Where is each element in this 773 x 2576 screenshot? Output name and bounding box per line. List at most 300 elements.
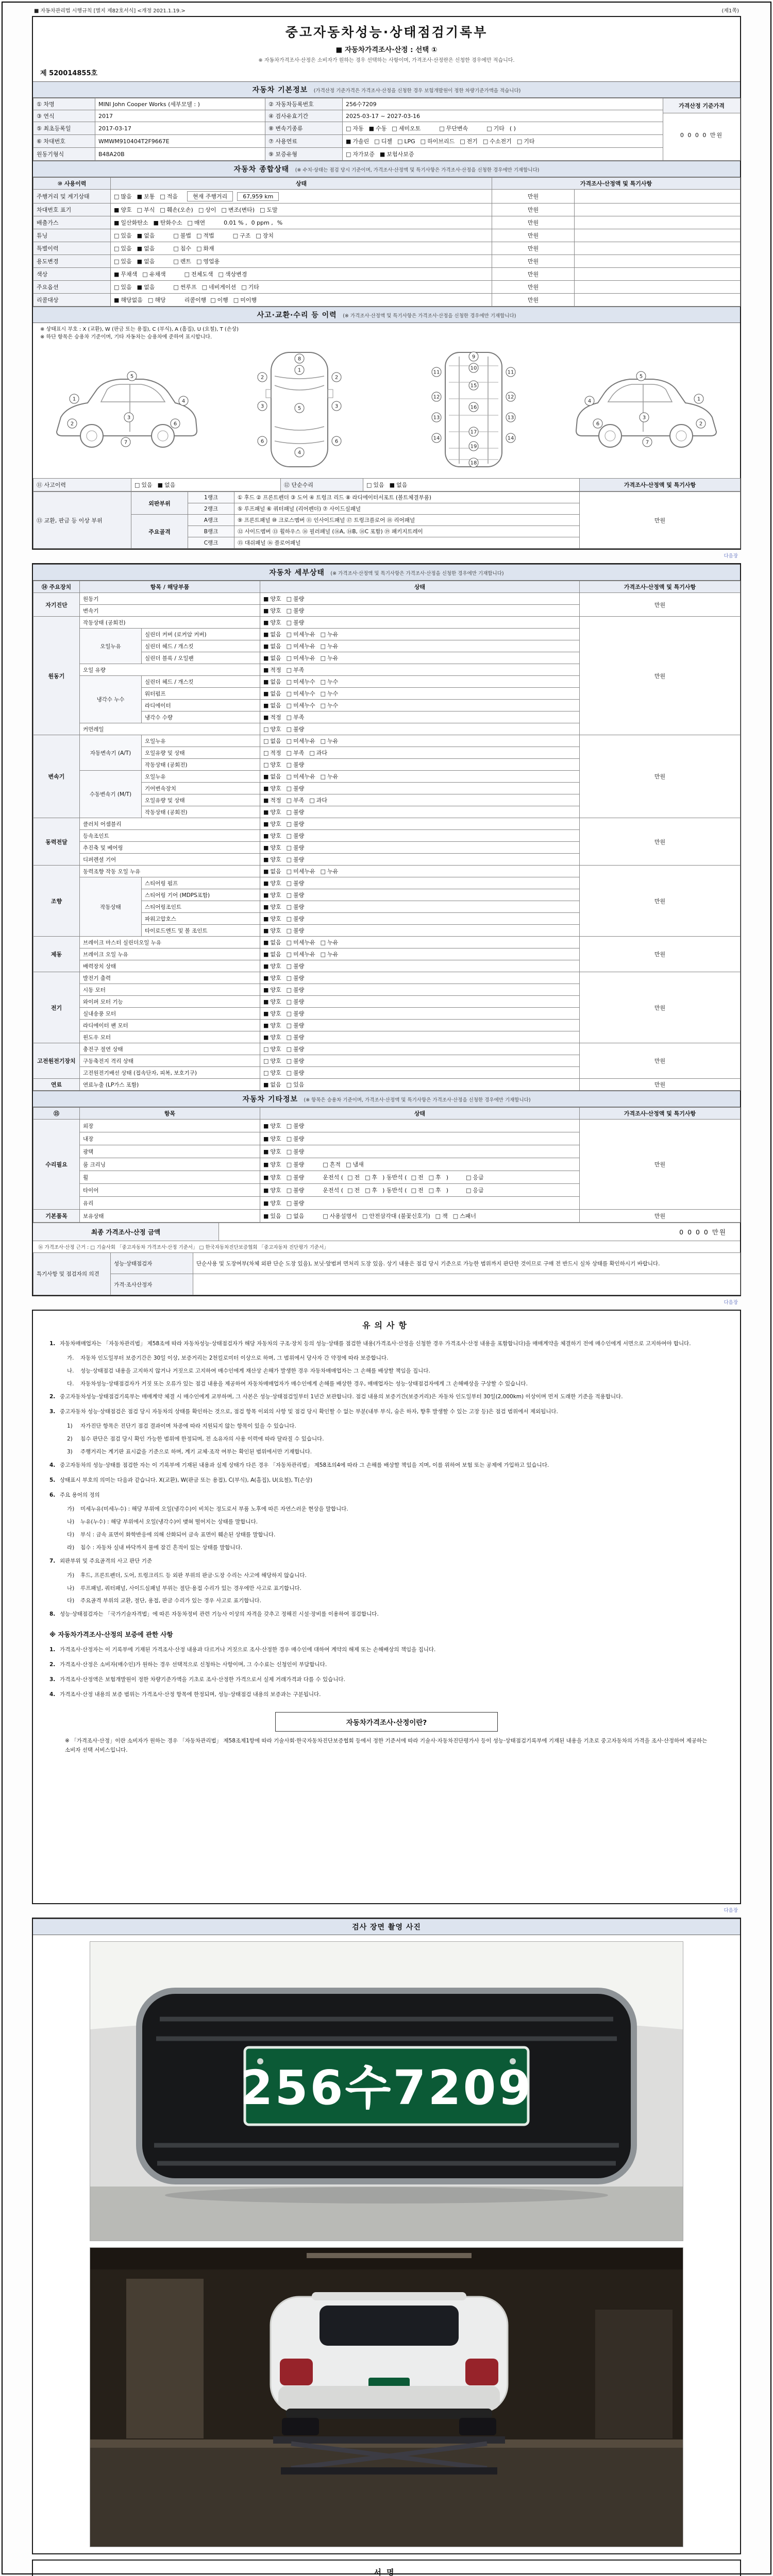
usage-item-label: 특별이력: [33, 242, 111, 255]
notice-sub-number: 나): [67, 1585, 75, 1591]
device-status: [260, 1158, 580, 1171]
checkbox-glyph: ■: [263, 1081, 269, 1088]
price-cell: 만원: [492, 268, 575, 281]
usage-item-label: 리콜대상: [33, 294, 111, 307]
checkbox-unchecked: [287, 1009, 305, 1018]
checkbox-label: 누수: [327, 690, 339, 697]
checkbox-label: 적정: [270, 797, 281, 804]
price-note-header-cell: 가격조사·산정액 및 특기사항: [580, 479, 741, 492]
checkbox-label: 불량: [293, 607, 305, 614]
notice-sub-text: 주요골격 부위의 교환, 절단, 용접, 판금 수리가 있는 경우 사고로 표기합니다.: [80, 1598, 262, 1604]
usage-history-row: [33, 242, 741, 255]
checkbox-glyph: □: [346, 125, 351, 132]
checkbox-label: 후: [372, 1187, 378, 1194]
checkbox-checked: [263, 713, 281, 721]
checkbox-glyph: □: [232, 232, 239, 239]
checkbox-label: 후: [435, 1187, 441, 1194]
checkbox-glyph: □: [286, 714, 292, 721]
notice-sub-text: 부식 : 금속 표면이 화학반응에 의해 산화되어 금속 표면이 훼손된 상태를 말합니다.: [80, 1532, 276, 1538]
panel-rank: 1랭크: [188, 492, 234, 503]
usage-item-label: 용도변경: [33, 255, 111, 268]
checkbox-glyph: ■: [346, 138, 351, 145]
checkbox-unchecked: [287, 832, 305, 840]
device-item-label: 오일유량 및 상태: [142, 794, 260, 806]
checkbox-checked: [263, 784, 281, 792]
checkbox-label: 불량: [293, 1058, 305, 1064]
usage-history-row: [33, 190, 741, 204]
device-item-label: 작동상태 (공회전): [142, 759, 260, 771]
checkbox-glyph: □: [286, 619, 292, 626]
vehicle-basis-note: ※ 하단 항목은 승용차 기준이며, 기타 자동차는 승용차에 준하여 표시합니다.: [40, 334, 212, 340]
photos-title: 검사 장면 촬영 사진: [352, 1923, 421, 1931]
device-item-label: 실린더 헤드 / 개스킷: [142, 676, 260, 688]
checkbox-label: 전: [354, 1174, 360, 1181]
checkbox-unchecked: [421, 137, 455, 145]
other-price-header: 가격조사·산정액 및 특기사항: [580, 1108, 741, 1120]
checkbox-glyph: ■: [263, 797, 269, 804]
checkbox-checked: [263, 808, 281, 816]
checkbox-label: 부족: [293, 797, 305, 804]
device-status: [260, 593, 580, 605]
notice-sub-number: 다): [67, 1598, 75, 1604]
device-item-label: 고전원전기배선 상태 (접속단자, 피복, 보호기구): [80, 1067, 260, 1079]
notice-sub-number: 가): [67, 1572, 75, 1579]
device-item-label: 클러치 어셈블리: [80, 818, 260, 830]
checkbox-unchecked: [287, 737, 315, 745]
checkbox-unchecked: [347, 1173, 360, 1181]
checkbox-glyph: □: [142, 271, 148, 278]
checkbox-unchecked: [263, 760, 281, 769]
checkbox-glyph: □: [286, 726, 292, 733]
device-item-label: 배력장치 상태: [80, 960, 260, 972]
checkbox-unchecked: [196, 231, 214, 240]
usage-item-label: 색상: [33, 268, 111, 281]
svg-text:13: 13: [507, 415, 514, 421]
device-status: [260, 984, 580, 996]
checkbox-glyph: ■: [263, 1161, 269, 1168]
checkbox-glyph: □: [286, 643, 292, 650]
checkbox-label: 불량: [293, 726, 305, 733]
notice-item: [49, 1461, 724, 1470]
checkbox-label: 불량: [293, 1010, 305, 1017]
checkbox-label: 사용설명서: [329, 1213, 357, 1219]
panel-rank: A랭크: [188, 515, 234, 526]
device-row: [33, 1120, 741, 1132]
checkbox-glyph: □: [516, 138, 523, 145]
nav-next-page: 다음장: [724, 553, 738, 559]
checkbox-label: 보통: [144, 193, 155, 200]
basic-info-title: 자동차 기본정보: [252, 86, 308, 94]
checkbox-glyph: □: [286, 975, 292, 981]
checkbox-glyph: ■: [263, 963, 269, 970]
document-number: 제 520014855호: [40, 70, 98, 77]
checkbox-glyph: □: [147, 297, 154, 303]
checkbox-glyph: □: [286, 702, 292, 709]
checkbox-unchecked: [321, 654, 339, 662]
checkbox-glyph: ■: [263, 679, 269, 685]
checkbox-label: 불법: [180, 232, 192, 239]
checkbox-label: 수동: [376, 125, 387, 132]
checkbox-glyph: ■: [263, 619, 269, 626]
checkbox-unchecked: [287, 1160, 305, 1168]
checkbox-label: 냄새: [352, 1161, 364, 1168]
basic-info-note: (가격산정 기준가격은 가격조사·산정을 신청한 경우 보험개발원이 정한 차량기준가액을 적습니다): [313, 88, 521, 94]
checkbox-glyph: □: [184, 271, 190, 278]
checkbox-glyph: ■: [263, 1200, 269, 1207]
checkbox-glyph: □: [346, 1161, 351, 1168]
checkbox-glyph: ■: [263, 607, 269, 614]
checkbox-checked: [263, 891, 281, 899]
checkbox-glyph: □: [196, 232, 202, 239]
checkbox-label: 구조: [240, 232, 251, 239]
device-item-label: 외장: [80, 1120, 260, 1132]
notice-item: [49, 1339, 724, 1349]
checkbox-unchecked: [346, 1160, 364, 1168]
checkbox-unchecked: [233, 231, 251, 240]
status-text: 0.01 % ,: [224, 219, 247, 226]
note-cell: [575, 229, 741, 242]
price-cell: 만원: [580, 735, 741, 818]
device-status: [260, 1067, 580, 1079]
checkbox-label: 양호: [270, 1010, 281, 1017]
notice-number: 3.: [49, 1676, 56, 1683]
checkbox-label: 많음: [121, 193, 132, 200]
usage-history-row: [33, 229, 741, 242]
checkbox-glyph: □: [218, 271, 224, 278]
field-value: 2017: [95, 110, 265, 122]
checkbox-label: 있음: [270, 1213, 281, 1219]
checkbox-glyph: □: [286, 809, 292, 816]
accident-history-note: (※ 가격조사·산정액 및 특기사항은 가격조사·산정을 신청한 경우에만 기재합니다): [343, 313, 516, 319]
svg-text:15: 15: [470, 383, 477, 389]
checkbox-unchecked: [287, 760, 305, 769]
usage-item-label: 배출가스: [33, 216, 111, 229]
device-status: [260, 1020, 580, 1031]
checkbox-label: 전: [418, 1187, 424, 1194]
checkbox-label: 디젤: [381, 138, 392, 145]
device-item-label: 시동 모터: [80, 984, 260, 996]
status-text: 운전석 (: [323, 1174, 344, 1181]
checkbox-glyph: □: [323, 1213, 328, 1219]
checkbox-glyph: ■: [263, 939, 269, 946]
checkbox-label: 없음: [270, 1081, 281, 1088]
svg-text:4: 4: [587, 398, 592, 404]
notice-text: 주요 용어의 정의: [60, 1492, 100, 1498]
panel-exchange-table: [33, 492, 741, 549]
remarks-table: [33, 1252, 741, 1295]
panel-parts: ⑮ 대쉬패널 ⑯ 플로어패널: [234, 537, 580, 549]
checkbox-glyph: □: [173, 232, 179, 239]
device-item-label: 오일 유량: [80, 664, 260, 676]
checkbox-glyph: □: [260, 207, 265, 213]
checkbox-checked: [263, 642, 281, 650]
checkbox-glyph: ■: [263, 773, 269, 780]
overall-condition-note: (※ 수치·상태는 점검 당시 기준이며, 가격조사·산정액 및 특기사항은 가격조사·산정을 신청한 경우에만 기재합니다): [295, 167, 540, 173]
status-code-legend: ※ 상태표시 부호 : X (교환), W (판금 또는 용접), C (부식), A (흠집), U (요철), T (손상): [40, 327, 239, 332]
price-survey-info-box-text: ※ 「가격조사·산정」이란 소비자가 원하는 경우 「자동차관리법」 제58조제1항에 따라 기술사회·한국자동차진단보증협회 등에서 정한 기준서에 따라 기술사·자동차진단평가사 등이 성능·상태점검기록부에 기재된 내용을 기초로 중고자동차의 가격을 조사·산정하여 제공하는 소비자 선택 서비스입니다.: [65, 1737, 708, 1753]
checkbox-label: 불량: [293, 963, 305, 970]
document-body: [32, 0, 741, 2576]
checkbox-glyph: □: [286, 844, 292, 851]
checkbox-checked: [390, 481, 408, 489]
checkbox-unchecked: [517, 137, 535, 145]
checkbox-unchecked: [309, 749, 327, 757]
device-status: [260, 759, 580, 771]
checkbox-glyph: ■: [263, 596, 269, 602]
checkbox-glyph: □: [114, 258, 120, 265]
checkbox-glyph: ■: [263, 1034, 269, 1041]
item-header: 항목 / 해당부품: [80, 581, 260, 593]
section-title-accident-history: [33, 307, 740, 323]
checkbox-unchecked: [483, 137, 512, 145]
notice-item: [49, 1609, 724, 1619]
checkbox-label: 미세누유: [293, 939, 315, 946]
checkbox-label: 전: [418, 1174, 424, 1181]
checkbox-label: 불량: [293, 975, 305, 981]
checkbox-glyph: □: [374, 138, 380, 145]
checkbox-checked: [263, 1122, 281, 1130]
checkbox-label: 썬루프: [180, 284, 197, 291]
notice-sub-number: 가): [67, 1506, 75, 1513]
device-header: ⑭ 주요장치: [33, 581, 80, 593]
checkbox-glyph: □: [286, 927, 292, 934]
checkbox-glyph: ■: [263, 631, 269, 638]
checkbox-label: 누유: [327, 951, 339, 958]
checkbox-checked: [263, 962, 281, 970]
checkbox-unchecked: [321, 689, 339, 698]
checkbox-label: 적음: [166, 193, 178, 200]
device-item-label: 타이어: [80, 1184, 260, 1197]
device-item-label: 실내송풍 모터: [80, 1008, 260, 1020]
checkbox-glyph: ■: [379, 151, 385, 158]
checkbox-label: 없음: [164, 482, 176, 488]
svg-text:2: 2: [70, 421, 74, 427]
checkbox-glyph: □: [114, 193, 120, 200]
checkbox-unchecked: [287, 784, 305, 792]
checkbox-label: 양호: [270, 619, 281, 626]
price-survey-option: ■ 자동차가격조사·산정 : 선택 ①: [335, 46, 438, 54]
checkbox-label: 불량: [293, 619, 305, 626]
detail-condition-table: [33, 581, 741, 1091]
checkbox-label: 없음: [270, 773, 281, 780]
checkbox-glyph: □: [286, 963, 292, 970]
svg-text:3: 3: [127, 415, 131, 421]
checkbox-glyph: □: [286, 1148, 292, 1155]
checkbox-glyph: □: [286, 655, 292, 662]
checkbox-glyph: □: [286, 679, 292, 685]
device-item-label: 오일유량 및 상태: [142, 747, 260, 759]
checkbox-unchecked: [287, 796, 305, 804]
device-item-label: 연료누출 (LP가스 포함): [80, 1079, 260, 1091]
checkbox-glyph: □: [465, 1174, 472, 1181]
checkbox-label: 있음: [121, 284, 132, 291]
checkbox-glyph: □: [365, 1174, 371, 1181]
checkbox-label: 없음: [293, 1213, 305, 1219]
checkbox-unchecked: [263, 1045, 281, 1053]
checkbox-glyph: ■: [137, 284, 143, 291]
notice-text: 상태표시 부호의 의미는 다음과 같습니다. X(교환), W(판금 또는 용접), C(부식), A(흠집), U(요철), T(손상): [60, 1477, 313, 1483]
device-group-label: 원동기: [33, 617, 80, 735]
notice-subitem: [67, 1380, 724, 1389]
notice-sub-text: 루프패널, 쿼터패널, 사이드실패널 부위는 절단·용접 수리가 있는 경우에만 사고로 표기합니다.: [80, 1585, 301, 1591]
device-item-label: 냉각수 수량: [142, 711, 260, 723]
checkbox-glyph: □: [320, 655, 326, 662]
checkbox-glyph: ■: [263, 1148, 269, 1155]
checkbox-label: 있음: [293, 1081, 305, 1088]
checkbox-checked: [263, 832, 281, 840]
checkbox-glyph: □: [362, 1213, 368, 1219]
device-group-label: 조향: [33, 866, 80, 937]
device-row: [33, 866, 741, 877]
checkbox-label: 렌트: [180, 258, 192, 265]
field-label: ④ 검사유효기간: [265, 110, 343, 122]
checkbox-label: 매연: [194, 219, 206, 226]
checkbox-unchecked: [287, 677, 315, 686]
checkbox-checked: [137, 283, 155, 291]
svg-text:4: 4: [181, 398, 186, 404]
checkbox-glyph: ■: [263, 833, 269, 839]
usage-status: [111, 190, 492, 204]
checkbox-unchecked: [411, 1186, 424, 1194]
checkbox-glyph: ■: [263, 809, 269, 816]
checkbox-glyph: □: [439, 125, 445, 132]
checkbox-glyph: ■: [263, 1187, 269, 1194]
checkbox-glyph: □: [286, 761, 292, 768]
accident-summary-table: [33, 478, 741, 492]
checkbox-label: 양호: [270, 821, 281, 827]
other-status-header: 상태: [260, 1108, 580, 1120]
device-item-label: 디퍼렌셜 기어: [80, 854, 260, 866]
svg-text:4: 4: [297, 450, 301, 456]
notice-sub-text: 미세누유(미세누수) : 해당 부위에 오일(냉각수)이 비치는 정도로서 부품 노후에 따른 자연스러운 현상을 말합니다.: [80, 1506, 348, 1513]
checkbox-label: 유채색: [149, 271, 166, 278]
checkbox-glyph: □: [286, 951, 292, 958]
page-block-2: [32, 563, 741, 1296]
checkbox-label: 불량: [293, 1148, 305, 1155]
checkbox-glyph: □: [320, 690, 326, 697]
checkbox-checked: [263, 1033, 281, 1041]
note-cell: [575, 204, 741, 216]
form-ref: ■ 자동차관리법 시행규칙 [별지 제82호서식] <개정 2021.1.19.>: [34, 8, 186, 14]
checkbox-checked: [263, 772, 281, 781]
checkbox-label: 양호: [270, 916, 281, 922]
checkbox-unchecked: [323, 1212, 357, 1220]
notice-item: [49, 1490, 724, 1500]
checkbox-label: 세미오토: [398, 125, 421, 132]
checkbox-label: 일산화탄소: [121, 219, 148, 226]
checkbox-unchecked: [321, 950, 339, 958]
checkbox-unchecked: [287, 820, 305, 828]
form-reference-line: [32, 6, 741, 16]
device-status: [260, 913, 580, 925]
device-status: [260, 711, 580, 723]
checkbox-glyph: □: [460, 138, 465, 145]
checkbox-glyph: ■: [263, 821, 269, 827]
checkbox-unchecked: [321, 677, 339, 686]
checkbox-unchecked: [256, 231, 274, 240]
device-status: [260, 854, 580, 866]
checkbox-unchecked: [287, 713, 305, 721]
device-status: [260, 629, 580, 640]
checkbox-label: 적법: [203, 232, 214, 239]
device-status: [260, 1043, 580, 1055]
checkbox-unchecked: [263, 1069, 281, 1077]
device-group-label: 제동: [33, 937, 80, 972]
checkbox-glyph: □: [309, 797, 315, 804]
device-item-label: 변속기: [80, 605, 260, 617]
device-status: [260, 1055, 580, 1067]
svg-text:12: 12: [433, 394, 440, 400]
status-text: 리콜이행: [184, 297, 207, 303]
device-status: [260, 1145, 580, 1158]
checkbox-unchecked: [287, 879, 305, 887]
field-value: 2025-03-17 ~ 2027-03-16: [343, 110, 663, 122]
checkbox-label: 있음: [121, 245, 132, 252]
checkbox-unchecked: [287, 974, 305, 982]
checkbox-label: 없음: [144, 258, 155, 265]
checkbox-checked: [114, 218, 148, 227]
detail-price-header: 가격조사·산정액 및 특기사항: [580, 581, 741, 593]
checkbox-label: 불량: [293, 892, 305, 899]
device-item-label: 작동상태 (공회전): [80, 617, 260, 629]
note-cell: [575, 255, 741, 268]
license-plate-text: 256수7209: [240, 2060, 533, 2115]
notice-text: 중고자동차성능·상태점검기록부는 매매계약 체결 시 매수인에게 교부하며, 그 사본은 성능·상태점검일부터 1년간 보관합니다. 점검 내용의 보증기간(보증거리)은 자동차 인도일부터 30일(2,000km) 이상이며 먼저 도래한 기준을 적용합니다.: [60, 1394, 623, 1400]
checkbox-label: 미세누유: [293, 868, 315, 875]
checkbox-label: 이행: [217, 297, 228, 303]
checkbox-checked: [263, 1134, 281, 1143]
device-item-label: 라디에이터 팬 모터: [80, 1020, 260, 1031]
checkbox-checked: [263, 950, 281, 958]
device-status: [260, 901, 580, 913]
notice-text: 성능·상태점검자는 「국가기술자격법」에 따른 자동차정비 관련 기능사 이상의 자격을 갖추고 정해진 시설·장비를 이용하여 점검합니다.: [60, 1611, 379, 1618]
svg-text:7: 7: [124, 439, 128, 446]
checkbox-glyph: ■: [137, 258, 143, 265]
svg-text:3: 3: [642, 415, 646, 421]
price-cell: 만원: [580, 972, 741, 1043]
price-notice-items: [49, 1645, 724, 1700]
checkbox-glyph: □: [286, 833, 292, 839]
device-status: [260, 1079, 580, 1091]
notice-sub-text: 자가진단 항목은 진단기 점검 결과이며 차종에 따라 지원되지 않는 항목이 있을 수 있습니다.: [80, 1423, 296, 1430]
price-cell: 만원: [580, 1120, 741, 1210]
detail-condition-note: (※ 가격조사·산정액 및 특기사항은 가격조사·산정을 신청한 경우에만 기재합니다): [330, 571, 504, 577]
checkbox-label: 불량: [293, 1200, 305, 1207]
checkbox-glyph: □: [420, 138, 426, 145]
checkbox-unchecked: [411, 1173, 424, 1181]
checkbox-checked: [263, 654, 281, 662]
checkbox-glyph: □: [320, 939, 326, 946]
checkbox-unchecked: [460, 137, 478, 145]
device-item-label: 와이퍼 모터 기능: [80, 996, 260, 1008]
checkbox-glyph: □: [320, 643, 326, 650]
svg-text:13: 13: [433, 415, 440, 421]
other-item-header: 항목: [80, 1108, 260, 1120]
checkbox-unchecked: [347, 1186, 360, 1194]
checkbox-glyph: □: [256, 232, 261, 239]
checkbox-checked: [263, 879, 281, 887]
price-cell: 만원: [492, 216, 575, 229]
checkbox-label: 미세누유: [293, 738, 315, 744]
checkbox-glyph: □: [320, 951, 326, 958]
device-row: [33, 735, 741, 747]
checkbox-glyph: ■: [263, 655, 269, 662]
svg-text:19: 19: [470, 444, 477, 450]
price-cell: 만원: [492, 242, 575, 255]
checkbox-glyph: □: [198, 207, 204, 213]
svg-text:6: 6: [173, 421, 177, 427]
notice-text: 중고자동차의 성능·상태를 점검한 자는 이 기록부에 기재된 내용과 실제 상태가 다른 경우 「자동차관리법」 제58조의4에 따라 그 손해를 배상할 책임을 지며, 이를 위하여 보험 또는 공제에 가입하고 있습니다.: [60, 1462, 549, 1468]
